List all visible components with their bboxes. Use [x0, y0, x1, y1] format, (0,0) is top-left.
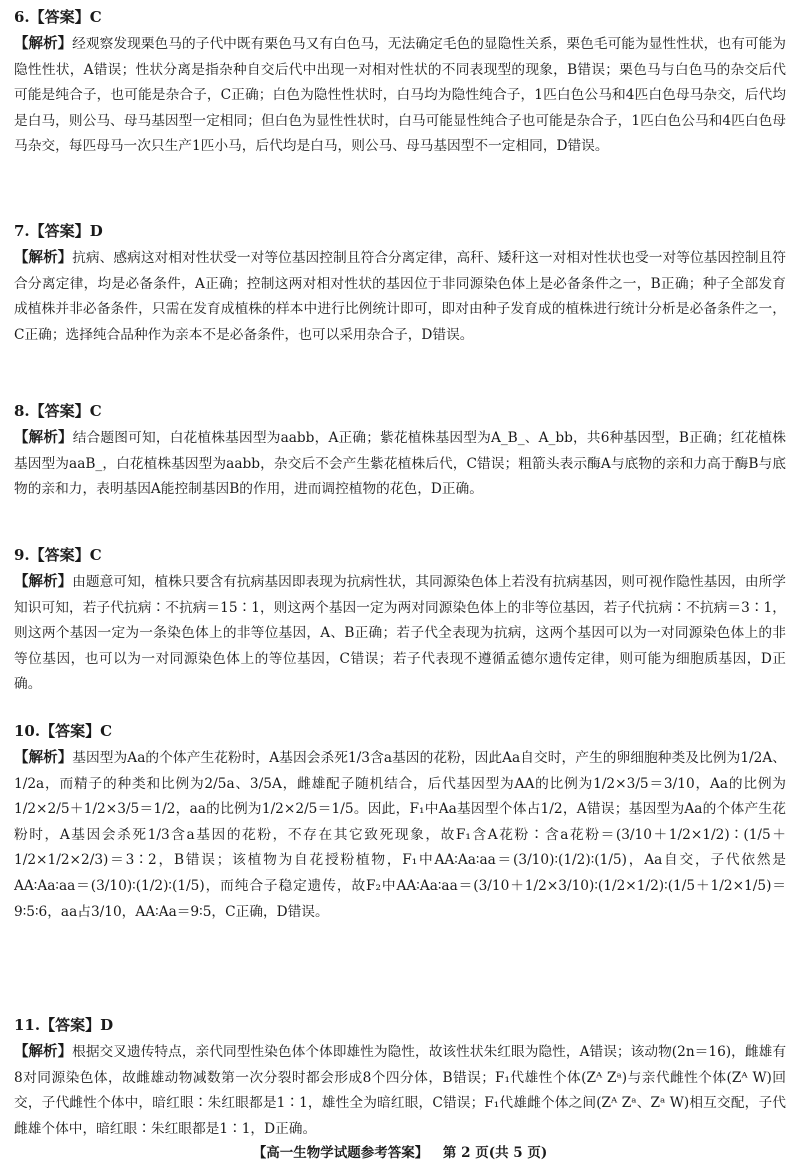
question-7: [14, 220, 786, 348]
footer-page-number: 第 2 页(共 5 页): [442, 1145, 548, 1161]
analysis-block: [14, 1039, 786, 1142]
analysis-text: 经观察发现栗色马的子代中既有栗色马又有白色马，无法确定毛色的显隐性关系，栗色毛可能为显性性状，也有可能为隐性性状，A错误；性状分离是指杂种自交后代中出现一对相对性状的不同表现型的现象，B错误；栗色马与白色马的杂交后代可能是纯合子，也可能是杂合子，C正确；白色为隐性性状时，白马均为隐性纯合子，1匹白色公马和4匹白色母马杂交，后代均是白马，则公马、母马基因型一定相同；但白色为显性性状时，白马可能显性纯合子也可能是杂合子，1匹白色公马和4匹白色母马杂交，每匹母马一次只生产1匹小马，后代均是白马，则公马、母马基因型不一定相同，D错误。: [14, 36, 786, 155]
analysis-block: [14, 745, 786, 925]
question-number: 8.: [14, 402, 30, 420]
footer-title: 高一生物学试题参考答案: [266, 1145, 415, 1161]
answer-label: 【答案】: [29, 546, 90, 564]
analysis-block: [14, 31, 786, 160]
answer-value: C: [89, 8, 102, 26]
question-11: [14, 1014, 786, 1142]
question-number: 7.: [14, 222, 30, 240]
answer-line: [14, 6, 786, 28]
footer-left-bracket: 【: [252, 1145, 267, 1161]
answer-line: [14, 544, 786, 566]
question-9: [14, 544, 786, 698]
footer-right-bracket: 】: [414, 1145, 429, 1161]
analysis-block: [14, 245, 786, 348]
answer-label: 【答案】: [29, 8, 90, 26]
page-footer: [0, 1141, 800, 1161]
question-number: 6.: [14, 8, 30, 26]
analysis-text: 抗病、感病这对相对性状受一对等位基因控制且符合分离定律，高秆、矮秆这一对相对性状也受一对等位基因控制且符合分离定律，均是必备条件，A正确；控制这两对相对性状的基因位于非同源染色体上是必备条件之一，B正确；种子全部发育成植株并非必备条件，只需在发育成植株的样本中进行比例统计即可，即对由种子发育成的植株进行统计分析是必备条件之一，C正确；选择纯合品种作为亲本不是必备条件，也可以采用杂合子，D错误。: [14, 250, 786, 343]
analysis-label: 【解析】: [14, 249, 73, 266]
analysis-text: 结合题图可知，白花植株基因型为aabb，A正确；紫花植株基因型为A_B_、A_bb，共6种基因型，B正确；红花植株基因型为aaB_，白花植株基因型为aabb，杂交后不会产生紫花植株后代，C错误；粗箭头表示酶A与底物的亲和力高于酶B与底物的亲和力，表明基因A能控制基因B的作用，进而调控植物的花色，D正确。: [14, 430, 786, 498]
answer-label: 【答案】: [29, 402, 90, 420]
question-6: [14, 6, 786, 160]
answer-line: [14, 1014, 786, 1036]
analysis-label: 【解析】: [14, 35, 73, 52]
answer-line: [14, 720, 786, 742]
answer-value: C: [89, 546, 102, 564]
analysis-block: [14, 569, 786, 698]
analysis-text: 根据交叉遗传特点，亲代同型性染色体个体即雄性为隐性，故该性状朱红眼为隐性，A错误；该动物(2n＝16)，雌雄有8对同源染色体，故雌雄动物减数第一次分裂时都会形成8个四分体，B错误；F₁代雄性个体(Zᴬ Zᵃ)与亲代雌性个体(Zᴬ W)回交，子代雌性个体中，暗红眼∶朱红眼都是1∶1，雄性全为暗红眼，C错误；F₁代雄雌个体之间(Zᴬ Zᵃ、Zᵃ W)相互交配，子代雌雄个体中，暗红眼∶朱红眼都是1∶1，D正确。: [14, 1044, 787, 1137]
analysis-label: 【解析】: [14, 749, 73, 766]
question-10: [14, 720, 786, 925]
answer-label: 【答案】: [40, 1016, 101, 1034]
question-number: 11.: [14, 1016, 41, 1034]
answer-value: D: [89, 222, 103, 240]
analysis-label: 【解析】: [14, 429, 73, 446]
analysis-text: 由题意可知，植株只要含有抗病基因即表现为抗病性状，其同源染色体上若没有抗病基因，则可视作隐性基因，由所学知识可知，若子代抗病∶不抗病＝15∶1，则这两个基因一定为两对同源染色体上的非等位基因，若子代抗病∶不抗病＝3∶1，则这两个基因一定为一条染色体上的非等位基因，A、B正确；若子代全表现为抗病，这两个基因可以为一对同源染色体上的非等位基因，也可以为一对同源染色体上的等位基因，C错误；若子代表现不遵循孟德尔遗传定律，则可能为细胞质基因，D正确。: [14, 574, 786, 693]
answer-value: C: [100, 722, 113, 740]
analysis-label: 【解析】: [14, 1043, 73, 1060]
answer-line: [14, 220, 786, 242]
question-number: 10.: [14, 722, 41, 740]
answer-label: 【答案】: [40, 722, 101, 740]
answer-line: [14, 400, 786, 422]
analysis-label: 【解析】: [14, 573, 73, 590]
question-8: [14, 400, 786, 503]
answer-value: C: [89, 402, 102, 420]
analysis-text: 基因型为Aa的个体产生花粉时，A基因会杀死1/3含a基因的花粉，因此Aa自交时，产生的卵细胞种类及比例为1/2A、1/2a，而精子的种类和比例为2/5a、3/5A，雌雄配子随机结合，后代基因型为AA的比例为1/2×3/5＝3/10，Aa的比例为1/2×2/5＋1/2×3/5＝1/2，aa的比例为1/2×2/5＝1/5。因此，F₁中Aa基因型个体占1/2，A错误；基因型为Aa的个体产生花粉时，A基因会杀死1/3含a基因的花粉，不存在其它致死现象，故F₁含A花粉∶含a花粉＝(3/10＋1/2×1/2)∶(1/5＋1/2×1/2×2/3)＝3∶2，B错误；该植物为自花授粉植物，F₁中AA∶Aa∶aa＝(3/10)∶(1/2)∶(1/5)，Aa自交，子代依然是AA∶Aa∶aa＝(3/10)∶(1/2)∶(1/5)，而纯合子稳定遗传，故F₂中AA∶Aa∶aa＝(3/10＋1/2×3/10)∶(1/2×1/2)∶(1/5＋1/2×1/5)＝9∶5∶6，aa占3/10，AA∶Aa＝9∶5，C正确，D错误。: [14, 750, 786, 920]
question-number: 9.: [14, 546, 30, 564]
analysis-block: [14, 425, 786, 503]
answer-label: 【答案】: [29, 222, 90, 240]
answer-value: D: [100, 1016, 114, 1034]
